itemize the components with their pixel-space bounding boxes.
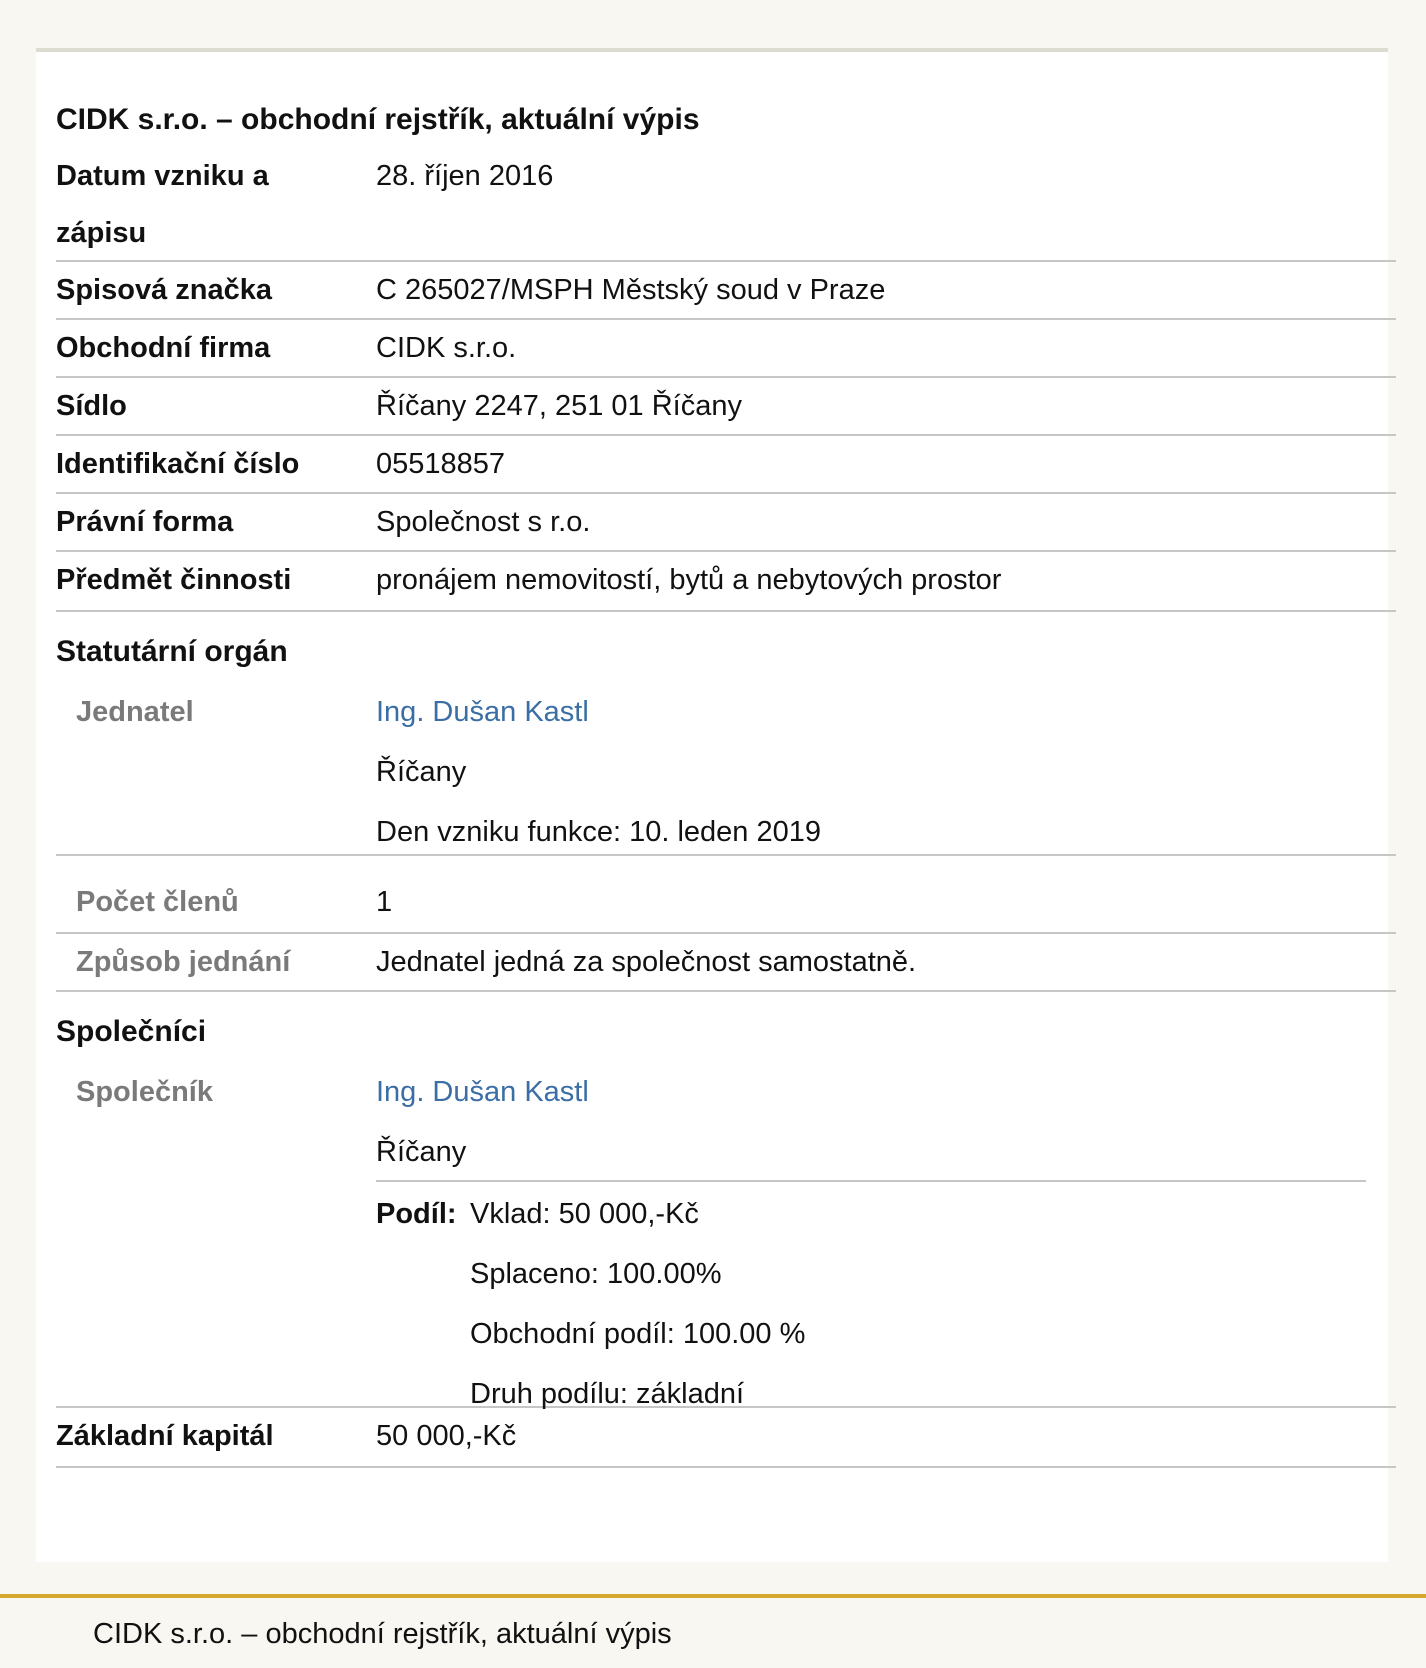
- row-label: Sídlo: [56, 390, 127, 422]
- row-label: Obchodní firma: [56, 332, 271, 364]
- row-label: Identifikační číslo: [56, 448, 300, 480]
- share-label: Podíl:: [376, 1198, 457, 1230]
- row-predmet-cinnosti: [56, 552, 1396, 612]
- row-label: Způsob jednání: [76, 946, 291, 978]
- footer: [0, 1594, 1426, 1668]
- function-since: Den vzniku funkce: 10. leden 2019: [376, 816, 821, 848]
- row-zakladni-kapital: [56, 1408, 1396, 1468]
- row-label: Spisová značka: [56, 274, 272, 306]
- row-label: Základní kapitál: [56, 1420, 274, 1452]
- row-jednatel: [56, 682, 1396, 856]
- row-label: Právní forma: [56, 506, 234, 538]
- row-value: Říčany 2247, 251 01 Říčany: [376, 390, 742, 422]
- row-label: Počet členů: [76, 886, 239, 918]
- row-value: [376, 682, 821, 862]
- share-splaceno: Splaceno: 100.00%: [470, 1258, 722, 1290]
- row-value: 05518857: [376, 448, 506, 480]
- share-divider: [376, 1180, 1366, 1182]
- share-vklad: Vklad: 50 000,-Kč: [470, 1198, 699, 1230]
- footer-title: CIDK s.r.o. – obchodní rejstřík, aktuální výpis: [93, 1618, 672, 1650]
- section-heading-spolecnici: Společníci: [56, 1015, 207, 1048]
- person-city: Říčany: [376, 1136, 467, 1168]
- row-label-continued: zápisu: [56, 217, 147, 249]
- page-title: CIDK s.r.o. – obchodní rejstřík, aktuální výpis: [56, 103, 700, 136]
- row-zpusob-jednani: [56, 934, 1396, 992]
- row-spisova-znacka: [56, 262, 1396, 320]
- row-label: Společník: [76, 1076, 213, 1108]
- share-obchodni-podil: Obchodní podíl: 100.00 %: [470, 1318, 806, 1350]
- row-label: Jednatel: [76, 696, 194, 728]
- section-heading-statutarni-organ: Statutární orgán: [56, 635, 288, 668]
- row-value: [376, 1062, 589, 1182]
- person-city: Říčany: [376, 756, 467, 788]
- row-value: pronájem nemovitostí, bytů a nebytových prostor: [376, 564, 1002, 596]
- share-druh: Druh podílu: základní: [470, 1378, 745, 1410]
- row-value: 50 000,-Kč: [376, 1420, 517, 1452]
- share-details: [470, 1184, 805, 1424]
- person-link[interactable]: Ing. Dušan Kastl: [376, 696, 589, 728]
- register-card: [36, 48, 1388, 1562]
- row-obchodni-firma: [56, 320, 1396, 378]
- row-value: CIDK s.r.o.: [376, 332, 517, 364]
- row-value: Jednatel jedná za společnost samostatně.: [376, 946, 917, 978]
- row-label: Předmět činnosti: [56, 564, 292, 596]
- row-label: Datum vzniku a: [56, 160, 269, 192]
- row-identifikacni-cislo: [56, 436, 1396, 494]
- row-value: C 265027/MSPH Městský soud v Praze: [376, 274, 886, 306]
- row-value: 28. říjen 2016: [376, 160, 554, 192]
- row-datum-vzniku: [56, 150, 1396, 262]
- row-pravni-forma: [56, 494, 1396, 552]
- row-spolecnik: [56, 1062, 1396, 1408]
- row-value: Společnost s r.o.: [376, 506, 591, 538]
- row-pocet-clenu: [56, 856, 1396, 934]
- person-link[interactable]: Ing. Dušan Kastl: [376, 1076, 589, 1108]
- row-sidlo: [56, 378, 1396, 436]
- row-value: 1: [376, 886, 393, 918]
